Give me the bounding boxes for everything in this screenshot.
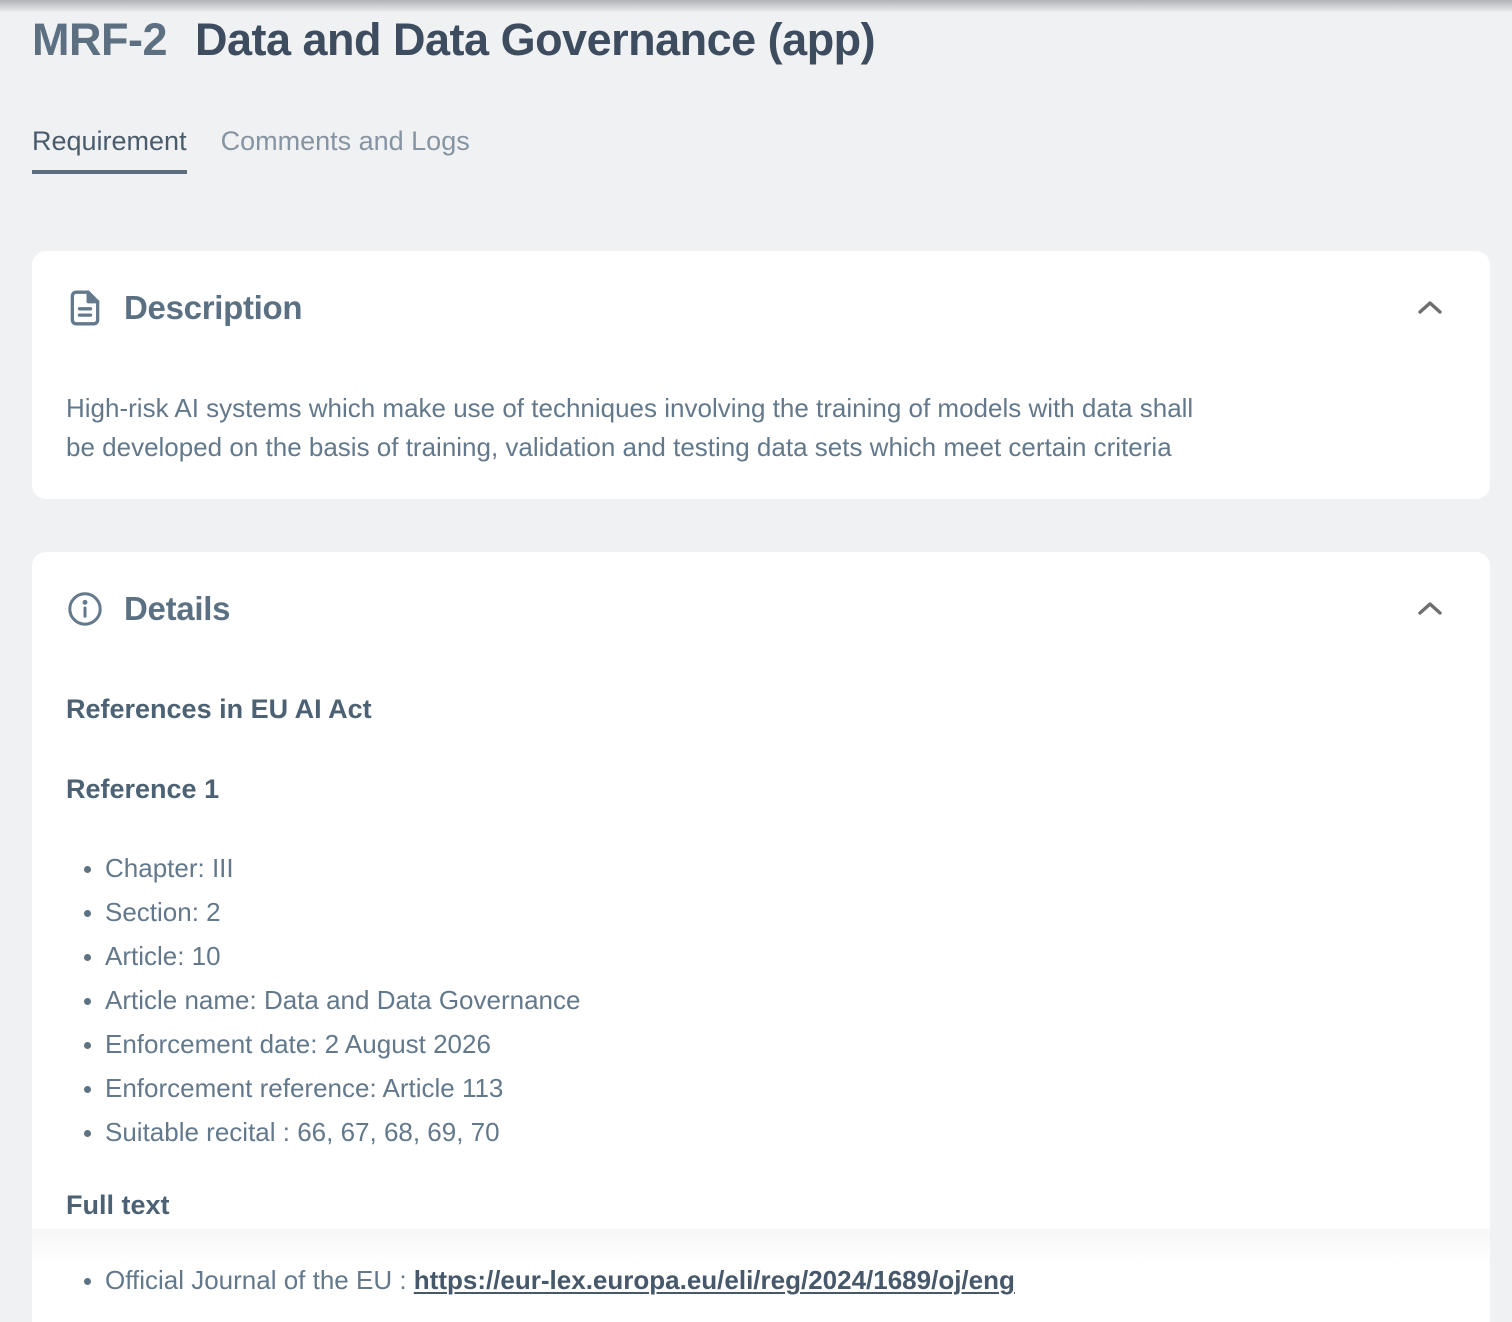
full-text-list [66, 1266, 1456, 1294]
page-header [32, 0, 1490, 68]
official-journal-label: Official Journal of the EU : [105, 1265, 414, 1295]
page-title: Data and Data Governance (app) [194, 14, 876, 65]
reference-1-heading: Reference 1 [66, 774, 220, 804]
file-text-icon [66, 289, 104, 327]
references-heading: References in EU AI Act [66, 694, 372, 724]
list-item-enforcement-reference: • Enforcement reference: Article 113 [105, 1074, 1456, 1102]
full-text-heading: Full text [66, 1190, 170, 1220]
list-item-suitable-recital: • Suitable recital : 66, 67, 68, 69, 70 [105, 1118, 1456, 1146]
info-icon [66, 590, 104, 628]
description-collapse-button[interactable] [1412, 295, 1448, 321]
eur-lex-link[interactable]: https://eur-lex.europa.eu/eli/reg/2024/1689/oj/eng [413, 1265, 1015, 1295]
details-card-title: Details [124, 590, 231, 627]
list-item-chapter: • Chapter: III [105, 854, 1456, 882]
tab-bar [32, 125, 1490, 174]
description-card [32, 251, 1490, 499]
list-item-article-name: • Article name: Data and Data Governance [105, 986, 1456, 1014]
reference-1-list [66, 854, 1456, 1146]
details-card [32, 552, 1490, 1322]
description-text-line-2: be developed on the basis of training, validation and testing data sets which meet certain criteria [66, 432, 1172, 462]
list-item-official-journal [105, 1266, 1456, 1294]
list-item-article: • Article: 10 [105, 942, 1456, 970]
chevron-up-icon [1416, 299, 1444, 317]
description-card-header [66, 251, 1456, 327]
tab-comments-and-logs[interactable]: Comments and Logs [220, 126, 470, 156]
list-item-enforcement-date: • Enforcement date: 2 August 2026 [105, 1030, 1456, 1058]
details-body [66, 694, 1456, 1294]
tab-requirement[interactable]: Requirement [32, 125, 187, 174]
description-body [66, 389, 1456, 499]
details-collapse-button[interactable] [1412, 596, 1448, 622]
description-text-line-1: High-risk AI systems which make use of techniques involving the training of models with data shall [66, 393, 1194, 423]
list-item-section: • Section: 2 [105, 898, 1456, 926]
requirement-id: MRF-2 [32, 14, 167, 65]
description-card-title: Description [124, 289, 303, 326]
details-card-header [66, 552, 1456, 628]
chevron-up-icon [1416, 600, 1444, 618]
